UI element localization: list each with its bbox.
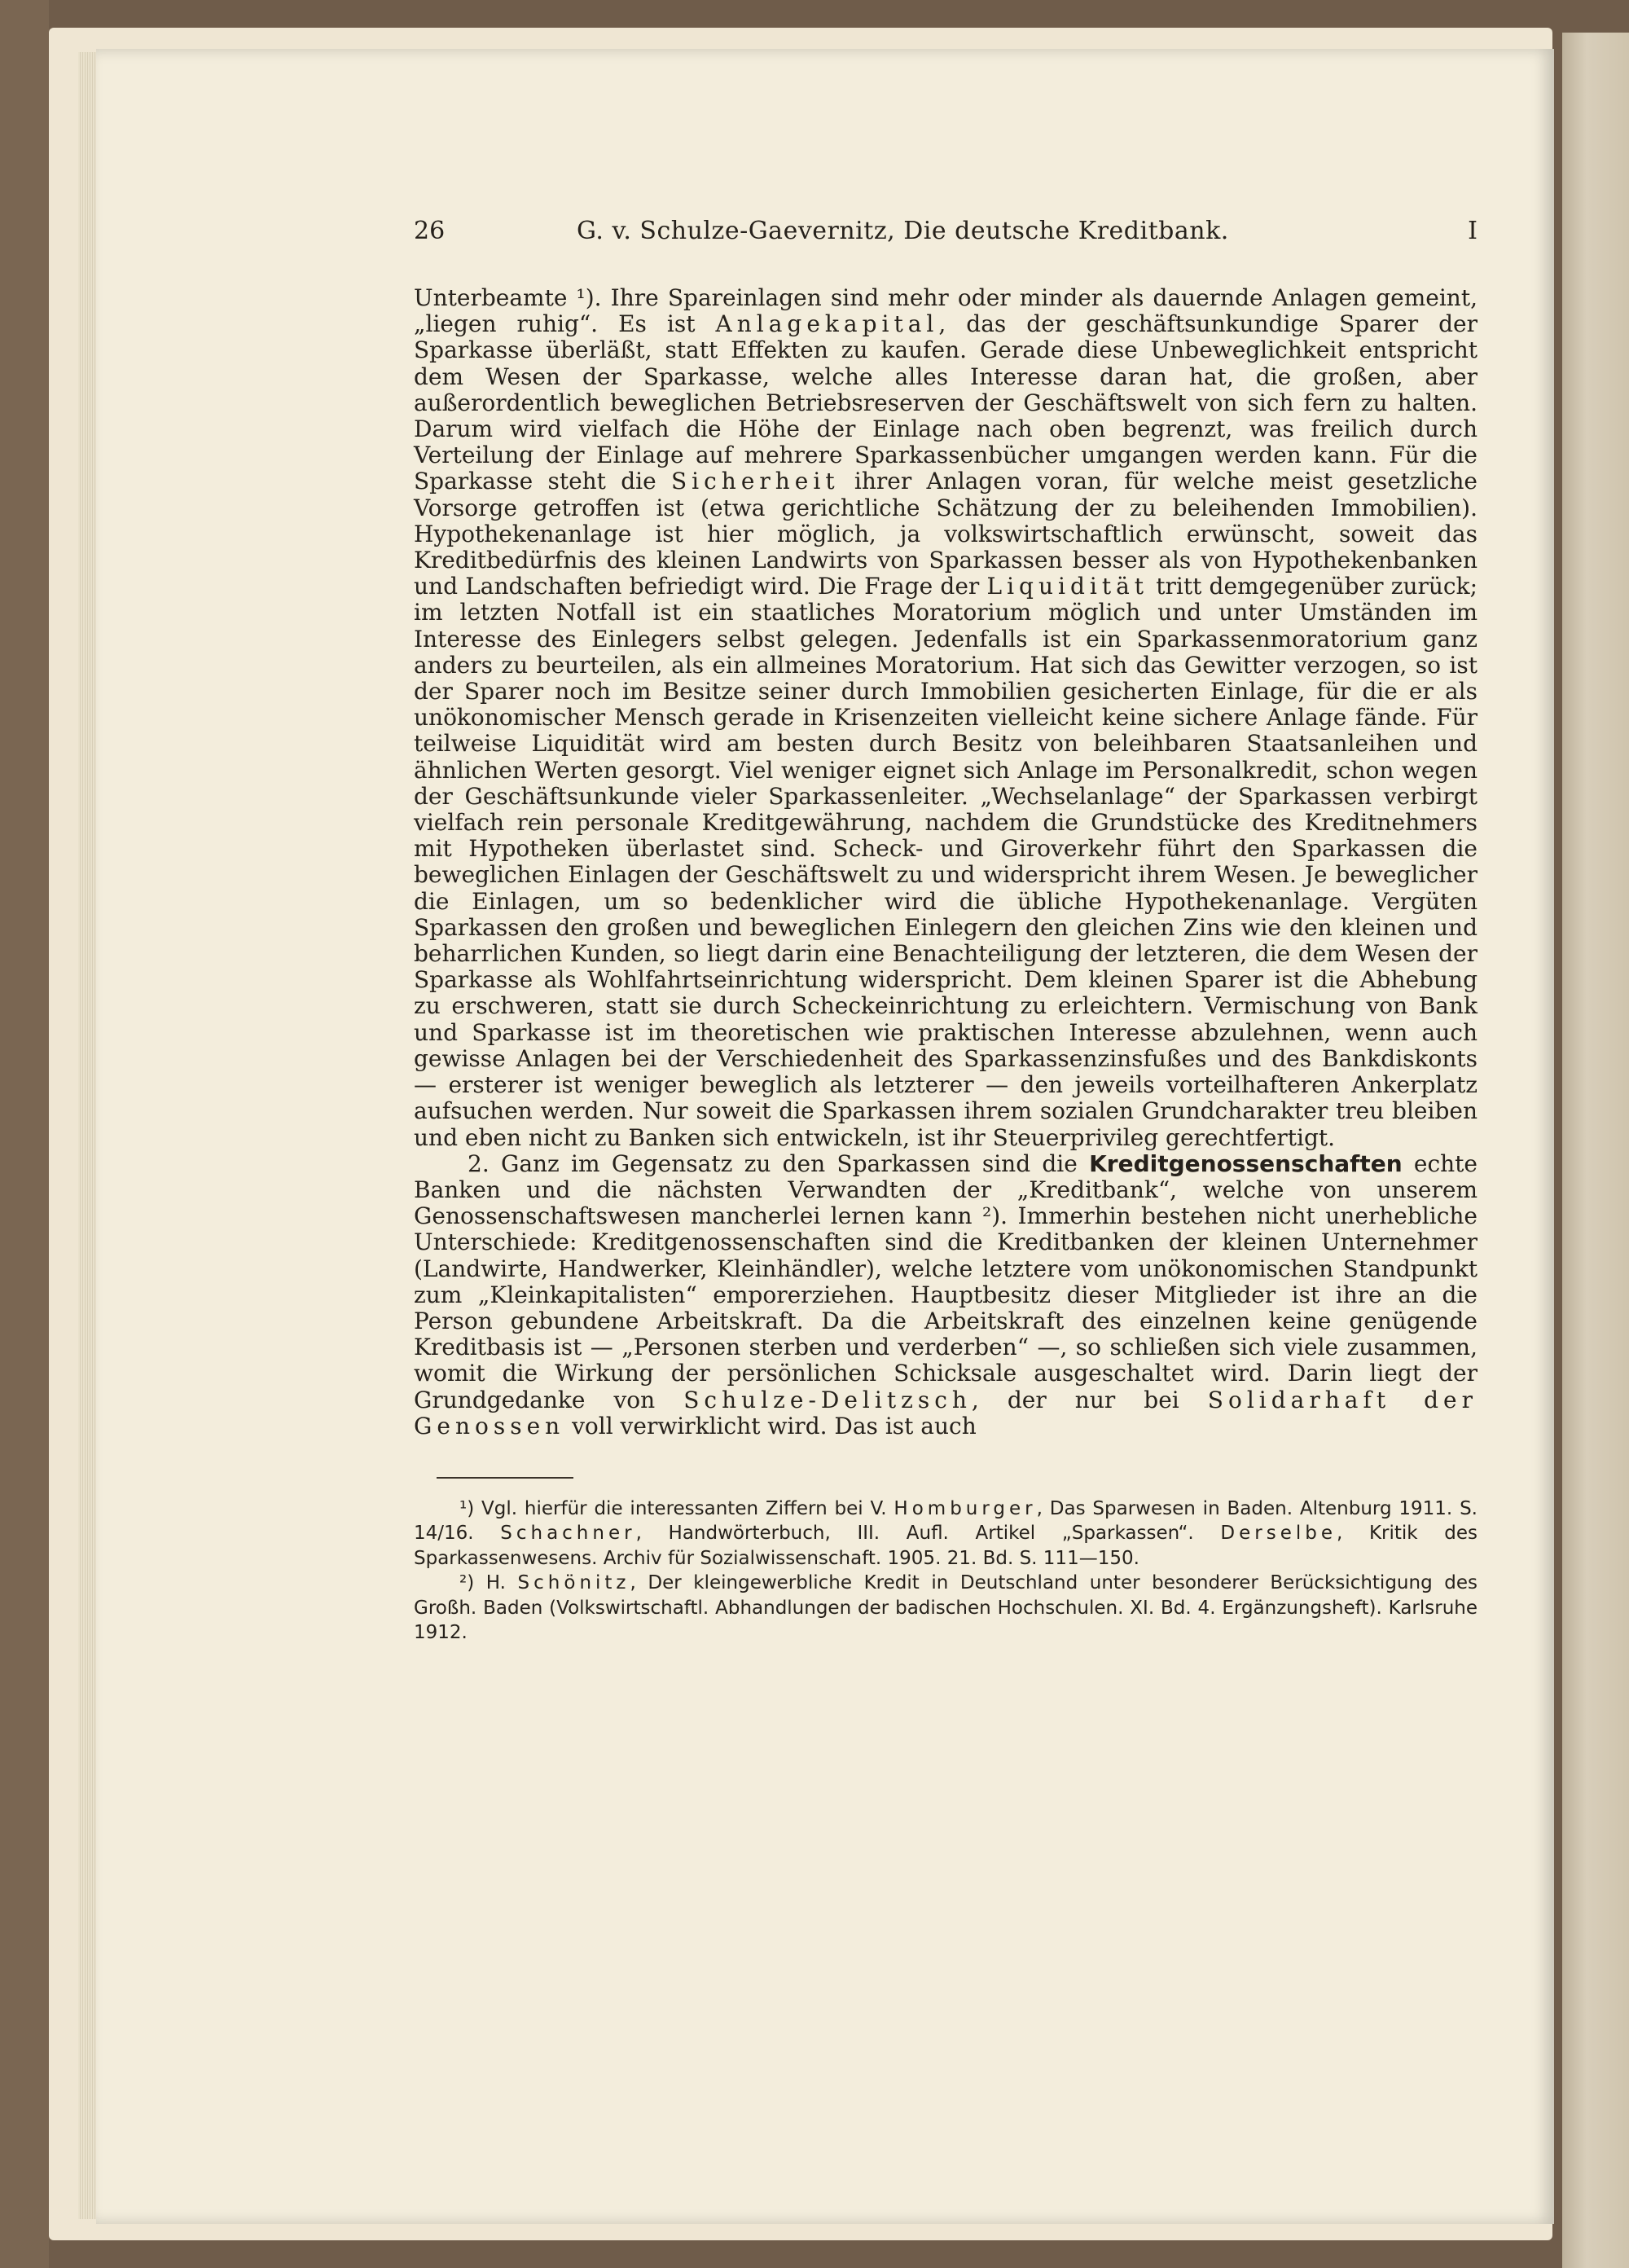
page-stack-edge	[78, 52, 98, 2219]
text-run: , das der geschäftsunkundige Sparer der Sparkasse überläßt, statt Effekten zu kaufen. Gerade diese Unbeweglichkeit entspricht dem Wesen der Sparkasse, welche alles Interesse daran hat, die großen, aber außerordentlich beweglichen Betriebsreserven der Geschäftswelt von sich fern zu halten. Darum wird vielfach die Höhe der Einlage nach oben begrenzt, was freilich durch Verteilung der Einlage auf mehrere Sparkassenbücher umgangen werden kann. Für die Sparkasse steht die	[414, 310, 1478, 495]
text-run: ²) H.	[459, 1572, 518, 1594]
footnote-separator	[437, 1477, 573, 1479]
page-content	[414, 217, 1478, 1646]
text-run: ihrer Anlagen voran, für welche meist gesetzliche Vorsorge getroffen ist (etwa gerichtliche Schätzung der zu beleihenden Immobilien). Hypothekenanlage ist hier möglich, ja volkswirtschaftlich erwünscht, soweit das Kreditbedürfnis des kleinen Landwirts von Sparkassen besser als von Hypothekenbanken und Landschaften befriedigt wird. Die Frage der	[414, 468, 1478, 600]
bold-keyword: Kreditgenossenschaften	[1089, 1149, 1403, 1177]
footnote-2	[414, 1571, 1478, 1646]
text-run: , Der kleingewerbliche Kredit in Deutschland unter besonderer Berücksichtigung des Großh. Baden (Volkswirtschaftl. Abhandlungen der badischen Hochschulen. XI. Bd. 4. Ergänzungsheft). Karlsruhe 1912.	[414, 1572, 1478, 1644]
text-run: ¹) Vgl. hierfür die interessanten Ziffern bei V.	[459, 1497, 894, 1519]
spaced-emphasis: Sicherheit	[670, 468, 840, 495]
text-run: , Kritik des Sparkassenwesens. Archiv für Sozialwissenschaft. 1905. 21. Bd. S. 111—150.	[414, 1523, 1478, 1569]
spaced-emphasis: Homburger	[894, 1497, 1037, 1519]
footnote-1	[414, 1497, 1478, 1571]
running-header	[414, 217, 1478, 253]
paragraph-kreditgenossenschaften	[414, 1151, 1478, 1439]
text-run: , Handwörterbuch, III. Aufl. Artikel „Sparkassen“.	[635, 1523, 1221, 1545]
text-run: , Das Sparwesen in Baden. Altenburg 1911. S. 14/16.	[414, 1497, 1478, 1545]
running-head-title: G. v. Schulze-Gaevernitz, Die deutsche Kreditbank.	[577, 217, 1229, 245]
spaced-emphasis: Schönitz	[517, 1572, 630, 1594]
spaced-emphasis: Derselbe	[1220, 1523, 1337, 1545]
binding-gutter	[1562, 33, 1629, 2268]
text-run: 2. Ganz im Gegensatz zu den Sparkassen sind die	[468, 1149, 1090, 1177]
left-edge-background	[0, 0, 49, 2268]
spaced-emphasis: Schachner	[500, 1523, 636, 1545]
spaced-emphasis: Schulze-Delitzsch	[683, 1386, 972, 1413]
spaced-emphasis: Liquidität	[986, 573, 1149, 600]
page-number: 26	[414, 217, 446, 245]
spaced-emphasis: Anlagekapital	[715, 310, 939, 338]
text-run: Unterbeamte ¹). Ihre Spareinlagen sind mehr oder minder als dauernde Anlagen gemeint, „liegen ruhig“. Es ist	[414, 284, 1478, 338]
signature-mark: I	[1468, 217, 1478, 245]
text-run: tritt demgegenüber zurück; im letzten Notfall ist ein staatliches Moratorium möglich und unter Umständen im Interesse des Einlegers selbst gelegen. Jedenfalls ist ein Sparkassenmoratorium ganz anders zu beurteilen, als ein allmeines Moratorium. Hat sich das Gewitter verzogen, so ist der Sparer noch im Besitze seiner durch Immobilien gesicherten Einlage, für die er als unökonomischer Mensch gerade in Krisenzeiten vielleicht keine sichere Anlage fände. Für teilweise Liquidität wird am besten durch Besitz von beleihbaren Staatsanleihen und ähnlichen Werten gesorgt. Viel weniger eignet sich Anlage im Personalkredit, schon wegen der Geschäftsunkunde vieler Sparkassenleiter. „Wechselanlage“ der Sparkassen verbirgt vielfach rein personale Kreditgewährung, nachdem die Grundstücke des Kreditnehmers mit Hypotheken überlastet sind. Scheck- und Giroverkehr führt den Sparkassen die beweglichen Einlagen der Geschäftswelt zu und widerspricht ihrem Wesen. Je beweglicher die Einlagen, um so bedenklicher wird die übliche Hypothekenanlage. Vergüten Sparkassen den großen und beweglichen Einlegern den gleichen Zins wie den kleinen und beharrlichen Kunden, so liegt darin eine Benachteiligung der letzteren, die dem Wesen der Sparkasse als Wohlfahrtseinrichtung widerspricht. Dem kleinen Sparer ist die Abhebung zu erschweren, statt sie durch Scheckeinrichtung zu erleichtern. Vermischung von Bank und Sparkasse ist im theoretischen wie praktischen Interesse abzulehnen, wenn auch gewisse Anlagen bei der Verschiedenheit des Sparkassenzinsfußes und des Bankdiskonts — ersterer ist weniger beweglich als letzterer — den jeweils vorteilhafteren Ankerplatz aufsuchen werden. Nur soweit die Sparkassen ihrem sozialen Grundcharakter treu bleiben und eben nicht zu Banken sich entwickeln, ist ihr Steuerprivileg gerechtfertigt.	[414, 573, 1478, 1151]
main-text	[414, 285, 1478, 1439]
paragraph-sparkassen	[414, 285, 1478, 1151]
text-run: voll verwirklicht wird. Das ist auch	[564, 1412, 977, 1439]
text-run: , der nur bei	[971, 1386, 1208, 1413]
footnotes	[414, 1497, 1478, 1646]
text-run: echte Banken und die nächsten Verwandten der „Kreditbank“, welche von unserem Genossenschaftswesen mancherlei lernen kann ²). Immerhin bestehen nicht unerhebliche Unterschiede: Kreditgenossenschaften sind die Kreditbanken der kleinen Unternehmer (Landwirte, Handwerker, Kleinhändler), welche letztere vom unökonomischen Standpunkt zum „Kleinkapitalisten“ emporerziehen. Hauptbesitz dieser Mitglieder ist ihre an die Person gebundene Arbeitskraft. Da die Arbeitskraft des einzelnen keine genügende Kreditbasis ist — „Personen sterben und verderben“ —, so schließen sich viele zusammen, womit die Wirkung der persönlichen Schicksale ausgeschaltet wird. Darin liegt der Grundgedanke von	[414, 1149, 1478, 1413]
spaced-emphasis: Solidarhaft der Genossen	[414, 1386, 1478, 1439]
